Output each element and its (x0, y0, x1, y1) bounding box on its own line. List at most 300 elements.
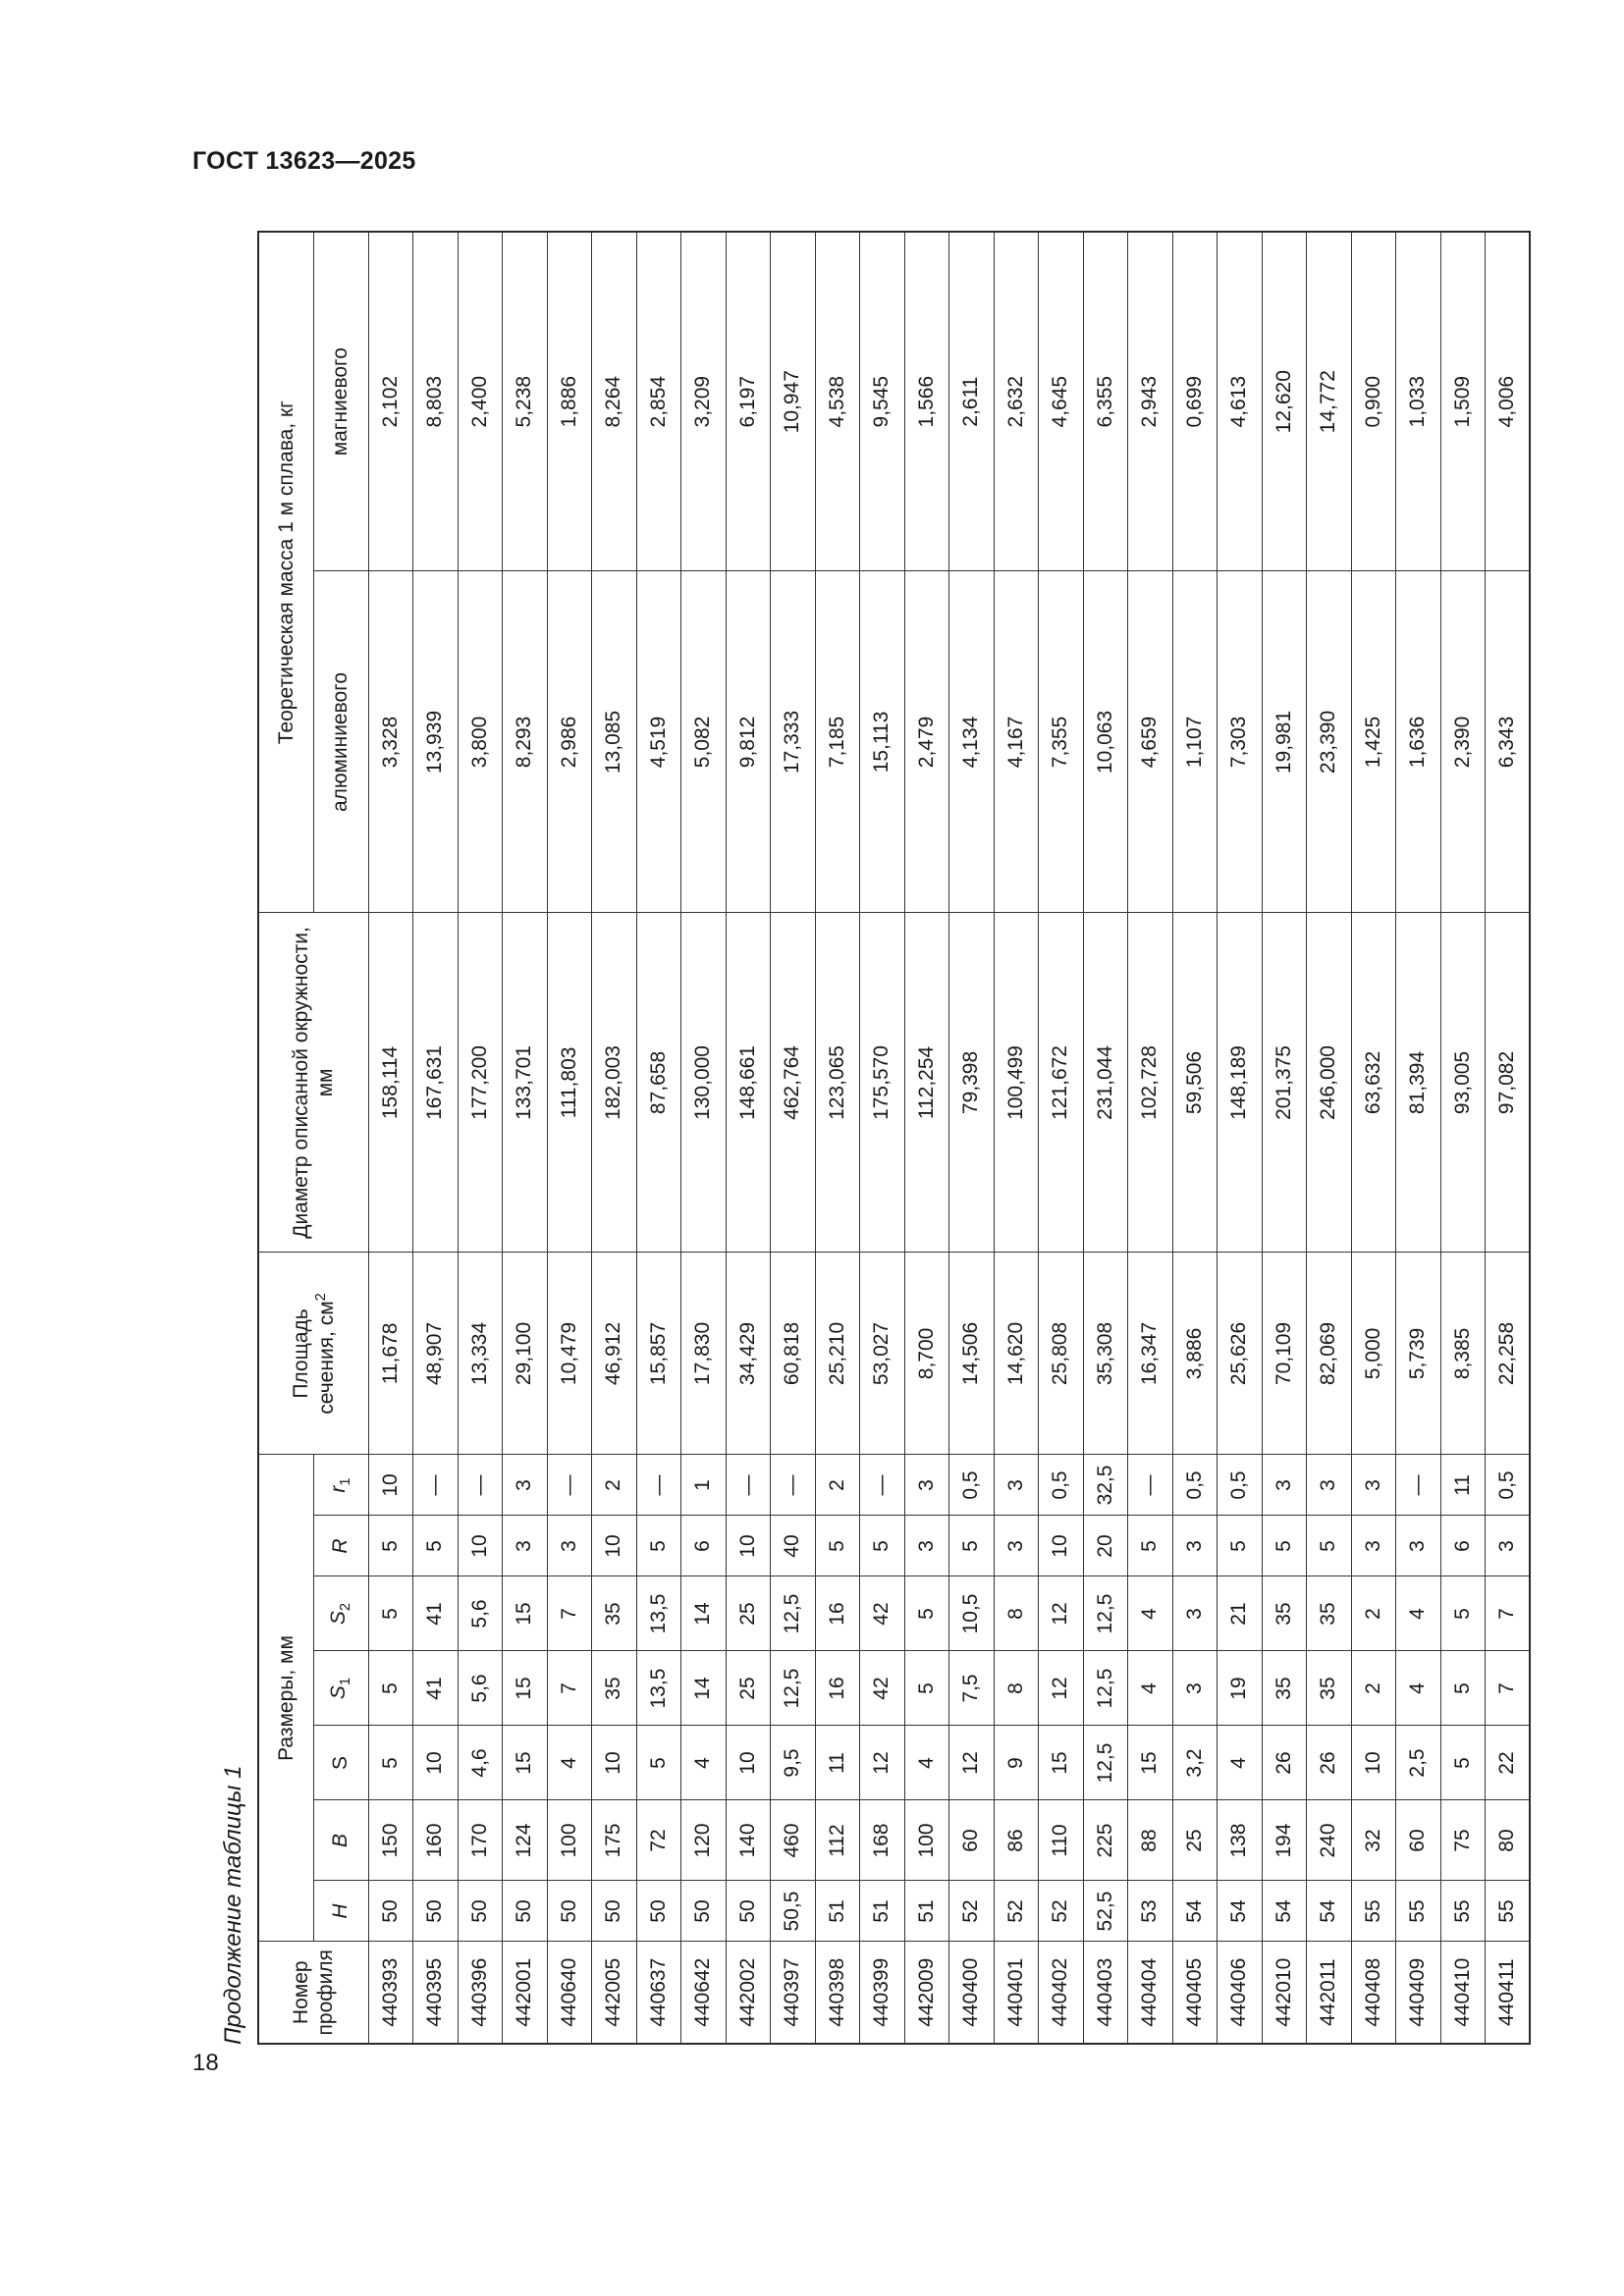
table-row (1039, 232, 1084, 2044)
cell-S2: 4 (1396, 1576, 1441, 1651)
cell-aluminum: 13,085 (592, 571, 637, 913)
cell-S1: 13,5 (636, 1651, 681, 1726)
cell-H: 50 (503, 1881, 548, 1942)
cell-B: 32 (1351, 1800, 1396, 1881)
cell-area: 48,907 (413, 1253, 459, 1455)
cell-diameter: 130,000 (681, 913, 727, 1253)
cell-profile: 442002 (726, 1942, 771, 2044)
cell-area: 10,479 (547, 1253, 592, 1455)
cell-r1: — (1128, 1455, 1173, 1516)
cell-S2: 5 (904, 1576, 949, 1651)
cell-R: 6 (681, 1516, 727, 1576)
cell-S: 10 (726, 1726, 771, 1800)
cell-H: 54 (1307, 1881, 1352, 1942)
cell-S2: 41 (413, 1576, 459, 1651)
cell-profile: 440401 (994, 1942, 1039, 2044)
cell-aluminum: 3,328 (368, 571, 413, 913)
cell-area: 5,000 (1351, 1253, 1396, 1455)
cell-B: 72 (636, 1800, 681, 1881)
cell-magnesium: 1,033 (1396, 232, 1441, 571)
cell-aluminum: 23,390 (1307, 571, 1352, 913)
cell-area: 82,069 (1307, 1253, 1352, 1455)
cell-S1: 14 (681, 1651, 727, 1726)
cell-magnesium: 10,947 (771, 232, 816, 571)
cell-diameter: 201,375 (1262, 913, 1307, 1253)
cell-R: 5 (636, 1516, 681, 1576)
cell-H: 50 (368, 1881, 413, 1942)
cell-S: 26 (1262, 1726, 1307, 1800)
cell-B: 80 (1486, 1800, 1531, 1881)
cell-S1: 19 (1218, 1651, 1263, 1726)
cell-B: 150 (368, 1800, 413, 1881)
cell-B: 60 (949, 1800, 995, 1881)
table-row (1172, 232, 1218, 2044)
cell-S2: 13,5 (636, 1576, 681, 1651)
cell-aluminum: 9,812 (726, 571, 771, 913)
cell-R: 40 (771, 1516, 816, 1576)
cell-profile: 440410 (1440, 1942, 1486, 2044)
cell-R: 20 (1083, 1516, 1128, 1576)
cell-S2: 12,5 (1083, 1576, 1128, 1651)
header-diameter: Диаметр описанной окружности, мм (258, 913, 368, 1253)
cell-area: 17,830 (681, 1253, 727, 1455)
table-row (1351, 232, 1396, 2044)
cell-aluminum: 4,167 (994, 571, 1039, 913)
cell-R: 10 (726, 1516, 771, 1576)
header-area-line1: Площадь (289, 1308, 312, 1399)
cell-aluminum: 2,390 (1440, 571, 1486, 913)
cell-magnesium: 8,264 (592, 232, 637, 571)
cell-area: 22,258 (1486, 1253, 1531, 1455)
cell-H: 52,5 (1083, 1881, 1128, 1942)
table-row (904, 232, 949, 2044)
cell-S1: 15 (503, 1651, 548, 1726)
cell-area: 14,506 (949, 1253, 995, 1455)
cell-area: 60,818 (771, 1253, 816, 1455)
cell-area: 53,027 (860, 1253, 905, 1455)
cell-S: 4 (904, 1726, 949, 1800)
cell-B: 194 (1262, 1800, 1307, 1881)
header-r1-base: r (327, 1485, 351, 1493)
cell-magnesium: 6,197 (726, 232, 771, 571)
header-magnesium: магниевого (313, 232, 368, 571)
cell-r1: 1 (681, 1455, 727, 1516)
cell-profile: 440393 (368, 1942, 413, 2044)
cell-R: 5 (815, 1516, 860, 1576)
document-header: ГОСТ 13623—2025 (192, 147, 416, 175)
cell-S: 15 (503, 1726, 548, 1800)
cell-r1: — (547, 1455, 592, 1516)
cell-profile: 442010 (1262, 1942, 1307, 2044)
cell-S2: 35 (1307, 1576, 1352, 1651)
table-row (458, 232, 503, 2044)
cell-R: 10 (1039, 1516, 1084, 1576)
profile-table (257, 231, 1531, 2045)
cell-R: 5 (1128, 1516, 1173, 1576)
cell-r1: 0,5 (1218, 1455, 1263, 1516)
header-R: R (313, 1516, 368, 1576)
cell-area: 35,308 (1083, 1253, 1128, 1455)
cell-R: 3 (994, 1516, 1039, 1576)
cell-area: 25,210 (815, 1253, 860, 1455)
cell-S2: 7 (1486, 1576, 1531, 1651)
cell-magnesium: 5,238 (503, 232, 548, 571)
cell-S2: 16 (815, 1576, 860, 1651)
cell-r1: 3 (503, 1455, 548, 1516)
cell-S2: 42 (860, 1576, 905, 1651)
cell-r1: — (413, 1455, 459, 1516)
cell-S2: 25 (726, 1576, 771, 1651)
cell-aluminum: 10,063 (1083, 571, 1128, 913)
cell-diameter: 93,005 (1440, 913, 1486, 1253)
cell-H: 55 (1396, 1881, 1441, 1942)
cell-r1: 32,5 (1083, 1455, 1128, 1516)
cell-aluminum: 1,107 (1172, 571, 1218, 913)
cell-S2: 5,6 (458, 1576, 503, 1651)
cell-S: 10 (592, 1726, 637, 1800)
cell-aluminum: 15,113 (860, 571, 905, 913)
table-row (368, 232, 413, 2044)
cell-S2: 14 (681, 1576, 727, 1651)
cell-S: 12,5 (1083, 1726, 1128, 1800)
cell-R: 5 (1307, 1516, 1352, 1576)
cell-S1: 5 (1440, 1651, 1486, 1726)
cell-S: 26 (1307, 1726, 1352, 1800)
table-caption: Продолжение таблицы 1 (220, 1765, 246, 2045)
cell-aluminum: 1,636 (1396, 571, 1441, 913)
cell-R: 3 (1351, 1516, 1396, 1576)
cell-S2: 3 (1172, 1576, 1218, 1651)
cell-r1: 0,5 (1039, 1455, 1084, 1516)
header-B: B (313, 1800, 368, 1881)
cell-r1: 2 (592, 1455, 637, 1516)
cell-S: 15 (1128, 1726, 1173, 1800)
cell-B: 25 (1172, 1800, 1218, 1881)
cell-area: 8,700 (904, 1253, 949, 1455)
header-mass: Теоретическая масса 1 м сплава, кг (258, 232, 313, 913)
cell-S1: 5 (904, 1651, 949, 1726)
cell-diameter: 133,701 (503, 913, 548, 1253)
cell-r1: 11 (1440, 1455, 1486, 1516)
cell-profile: 440395 (413, 1942, 459, 2044)
cell-R: 3 (503, 1516, 548, 1576)
cell-r1: 3 (904, 1455, 949, 1516)
table-row (1396, 232, 1441, 2044)
cell-aluminum: 2,479 (904, 571, 949, 913)
table-row (592, 232, 637, 2044)
table-row (1083, 232, 1128, 2044)
cell-S2: 35 (1262, 1576, 1307, 1651)
cell-diameter: 111,803 (547, 913, 592, 1253)
table-row (413, 232, 459, 2044)
cell-B: 140 (726, 1800, 771, 1881)
cell-profile: 440398 (815, 1942, 860, 2044)
cell-S: 12 (949, 1726, 995, 1800)
cell-S: 15 (1039, 1726, 1084, 1800)
cell-R: 5 (860, 1516, 905, 1576)
cell-magnesium: 2,102 (368, 232, 413, 571)
cell-area: 25,808 (1039, 1253, 1084, 1455)
cell-B: 60 (1396, 1800, 1441, 1881)
cell-S: 3,2 (1172, 1726, 1218, 1800)
cell-B: 120 (681, 1800, 727, 1881)
cell-H: 50 (413, 1881, 459, 1942)
cell-H: 54 (1172, 1881, 1218, 1942)
table-row (681, 232, 727, 2044)
cell-magnesium: 4,645 (1039, 232, 1084, 571)
cell-S1: 5,6 (458, 1651, 503, 1726)
cell-magnesium: 14,772 (1307, 232, 1352, 571)
cell-S2: 35 (592, 1576, 637, 1651)
table-row (771, 232, 816, 2044)
table-row (636, 232, 681, 2044)
cell-magnesium: 0,699 (1172, 232, 1218, 571)
cell-area: 46,912 (592, 1253, 637, 1455)
table-row (503, 232, 548, 2044)
header-profile-number: Номер профиля (258, 1942, 368, 2044)
cell-area: 70,109 (1262, 1253, 1307, 1455)
cell-S2: 12,5 (771, 1576, 816, 1651)
cell-profile: 440405 (1172, 1942, 1218, 2044)
header-area (258, 1253, 368, 1455)
cell-diameter: 182,003 (592, 913, 637, 1253)
header-r1 (313, 1455, 368, 1516)
table-row (815, 232, 860, 2044)
table-row (547, 232, 592, 2044)
cell-S: 10 (413, 1726, 459, 1800)
cell-S2: 7 (547, 1576, 592, 1651)
table-row (1218, 232, 1263, 2044)
cell-aluminum: 4,519 (636, 571, 681, 913)
cell-profile: 440408 (1351, 1942, 1396, 2044)
cell-S: 4 (681, 1726, 727, 1800)
cell-diameter: 81,394 (1396, 913, 1441, 1253)
cell-diameter: 79,398 (949, 913, 995, 1253)
cell-aluminum: 7,185 (815, 571, 860, 913)
cell-B: 170 (458, 1800, 503, 1881)
cell-S: 22 (1486, 1726, 1531, 1800)
cell-R: 3 (1172, 1516, 1218, 1576)
cell-H: 50 (726, 1881, 771, 1942)
cell-R: 5 (368, 1516, 413, 1576)
cell-diameter: 123,065 (815, 913, 860, 1253)
cell-S: 5 (368, 1726, 413, 1800)
cell-area: 14,620 (994, 1253, 1039, 1455)
cell-aluminum: 17,333 (771, 571, 816, 913)
cell-diameter: 148,189 (1218, 913, 1263, 1253)
cell-magnesium: 2,854 (636, 232, 681, 571)
cell-S1: 41 (413, 1651, 459, 1726)
cell-S2: 8 (994, 1576, 1039, 1651)
page-number: 18 (192, 2050, 219, 2076)
cell-diameter: 231,044 (1083, 913, 1128, 1253)
cell-r1: — (860, 1455, 905, 1516)
cell-r1: — (771, 1455, 816, 1516)
cell-magnesium: 0,900 (1351, 232, 1396, 571)
cell-S1: 12,5 (771, 1651, 816, 1726)
cell-area: 16,347 (1128, 1253, 1173, 1455)
cell-r1: 0,5 (949, 1455, 995, 1516)
rotated-table-area (212, 233, 1518, 2045)
cell-profile: 440403 (1083, 1942, 1128, 2044)
cell-diameter: 246,000 (1307, 913, 1352, 1253)
cell-H: 53 (1128, 1881, 1173, 1942)
cell-S2: 10,5 (949, 1576, 995, 1651)
cell-magnesium: 3,209 (681, 232, 727, 571)
cell-diameter: 177,200 (458, 913, 503, 1253)
cell-B: 100 (547, 1800, 592, 1881)
cell-profile: 440406 (1218, 1942, 1263, 2044)
cell-H: 52 (949, 1881, 995, 1942)
cell-S: 11 (815, 1726, 860, 1800)
cell-magnesium: 1,566 (904, 232, 949, 571)
cell-B: 124 (503, 1800, 548, 1881)
cell-B: 240 (1307, 1800, 1352, 1881)
cell-diameter: 121,672 (1039, 913, 1084, 1253)
cell-S1: 7 (547, 1651, 592, 1726)
cell-magnesium: 6,355 (1083, 232, 1128, 571)
cell-diameter: 112,254 (904, 913, 949, 1253)
cell-B: 460 (771, 1800, 816, 1881)
header-S1-base: S (327, 1685, 351, 1700)
cell-aluminum: 4,134 (949, 571, 995, 913)
table-row (1307, 232, 1352, 2044)
cell-S1: 5 (368, 1651, 413, 1726)
cell-B: 160 (413, 1800, 459, 1881)
header-S2 (313, 1576, 368, 1651)
cell-profile: 442009 (904, 1942, 949, 2044)
cell-r1: 3 (1262, 1455, 1307, 1516)
cell-S: 2,5 (1396, 1726, 1441, 1800)
cell-S2: 15 (503, 1576, 548, 1651)
cell-magnesium: 4,538 (815, 232, 860, 571)
cell-magnesium: 2,400 (458, 232, 503, 571)
cell-aluminum: 6,343 (1486, 571, 1531, 913)
cell-diameter: 158,114 (368, 913, 413, 1253)
cell-B: 112 (815, 1800, 860, 1881)
cell-H: 50 (592, 1881, 637, 1942)
cell-diameter: 97,082 (1486, 913, 1531, 1253)
cell-S1: 25 (726, 1651, 771, 1726)
cell-B: 225 (1083, 1800, 1128, 1881)
cell-R: 6 (1440, 1516, 1486, 1576)
cell-R: 3 (1396, 1516, 1441, 1576)
cell-diameter: 175,570 (860, 913, 905, 1253)
cell-magnesium: 1,886 (547, 232, 592, 571)
cell-area: 13,334 (458, 1253, 503, 1455)
cell-S: 4 (547, 1726, 592, 1800)
cell-area: 25,626 (1218, 1253, 1263, 1455)
cell-aluminum: 7,355 (1039, 571, 1084, 913)
cell-S1: 12 (1039, 1651, 1084, 1726)
cell-H: 55 (1486, 1881, 1531, 1942)
cell-R: 3 (1486, 1516, 1531, 1576)
cell-H: 52 (994, 1881, 1039, 1942)
cell-S1: 35 (592, 1651, 637, 1726)
cell-diameter: 87,658 (636, 913, 681, 1253)
header-aluminum: алюминиевого (313, 571, 368, 913)
cell-H: 54 (1262, 1881, 1307, 1942)
cell-diameter: 63,632 (1351, 913, 1396, 1253)
cell-H: 50,5 (771, 1881, 816, 1942)
cell-B: 100 (904, 1800, 949, 1881)
cell-B: 110 (1039, 1800, 1084, 1881)
cell-S: 5 (1440, 1726, 1486, 1800)
cell-S1: 4 (1396, 1651, 1441, 1726)
table-row (1128, 232, 1173, 2044)
cell-S2: 5 (1440, 1576, 1486, 1651)
table-row (1440, 232, 1486, 2044)
cell-area: 15,857 (636, 1253, 681, 1455)
cell-S: 4 (1218, 1726, 1263, 1800)
cell-aluminum: 7,303 (1218, 571, 1263, 913)
cell-S1: 35 (1307, 1651, 1352, 1726)
table-row (949, 232, 995, 2044)
cell-R: 10 (458, 1516, 503, 1576)
cell-R: 10 (592, 1516, 637, 1576)
cell-magnesium: 4,006 (1486, 232, 1531, 571)
cell-aluminum: 8,293 (503, 571, 548, 913)
cell-magnesium: 4,613 (1218, 232, 1263, 571)
cell-H: 50 (547, 1881, 592, 1942)
cell-r1: — (636, 1455, 681, 1516)
cell-B: 168 (860, 1800, 905, 1881)
cell-S: 10 (1351, 1726, 1396, 1800)
cell-area: 8,385 (1440, 1253, 1486, 1455)
cell-profile: 440640 (547, 1942, 592, 2044)
cell-diameter: 167,631 (413, 913, 459, 1253)
cell-S1: 35 (1262, 1651, 1307, 1726)
cell-R: 3 (547, 1516, 592, 1576)
cell-profile: 440411 (1486, 1942, 1531, 2044)
cell-r1: 3 (1351, 1455, 1396, 1516)
cell-H: 50 (681, 1881, 727, 1942)
cell-S: 5 (636, 1726, 681, 1800)
cell-aluminum: 5,082 (681, 571, 727, 913)
cell-profile: 442011 (1307, 1942, 1352, 2044)
header-area-sup: 2 (312, 1293, 329, 1302)
cell-profile: 440399 (860, 1942, 905, 2044)
cell-H: 54 (1218, 1881, 1263, 1942)
table-row (1486, 232, 1531, 2044)
cell-R: 5 (1262, 1516, 1307, 1576)
cell-magnesium: 2,943 (1128, 232, 1173, 571)
cell-area: 5,739 (1396, 1253, 1441, 1455)
cell-S2: 21 (1218, 1576, 1263, 1651)
cell-S1: 3 (1172, 1651, 1218, 1726)
cell-S1: 2 (1351, 1651, 1396, 1726)
cell-B: 175 (592, 1800, 637, 1881)
cell-profile: 440400 (949, 1942, 995, 2044)
cell-aluminum: 2,986 (547, 571, 592, 913)
cell-S1: 7 (1486, 1651, 1531, 1726)
cell-aluminum: 1,425 (1351, 571, 1396, 913)
cell-H: 50 (458, 1881, 503, 1942)
cell-aluminum: 3,800 (458, 571, 503, 913)
cell-r1: 3 (994, 1455, 1039, 1516)
cell-B: 75 (1440, 1800, 1486, 1881)
cell-S1: 8 (994, 1651, 1039, 1726)
table-row (1262, 232, 1307, 2044)
cell-H: 50 (636, 1881, 681, 1942)
table-row (994, 232, 1039, 2044)
cell-profile: 442005 (592, 1942, 637, 2044)
cell-profile: 440402 (1039, 1942, 1084, 2044)
cell-B: 138 (1218, 1800, 1263, 1881)
cell-r1: 0,5 (1172, 1455, 1218, 1516)
cell-S: 4,6 (458, 1726, 503, 1800)
cell-S2: 4 (1128, 1576, 1173, 1651)
